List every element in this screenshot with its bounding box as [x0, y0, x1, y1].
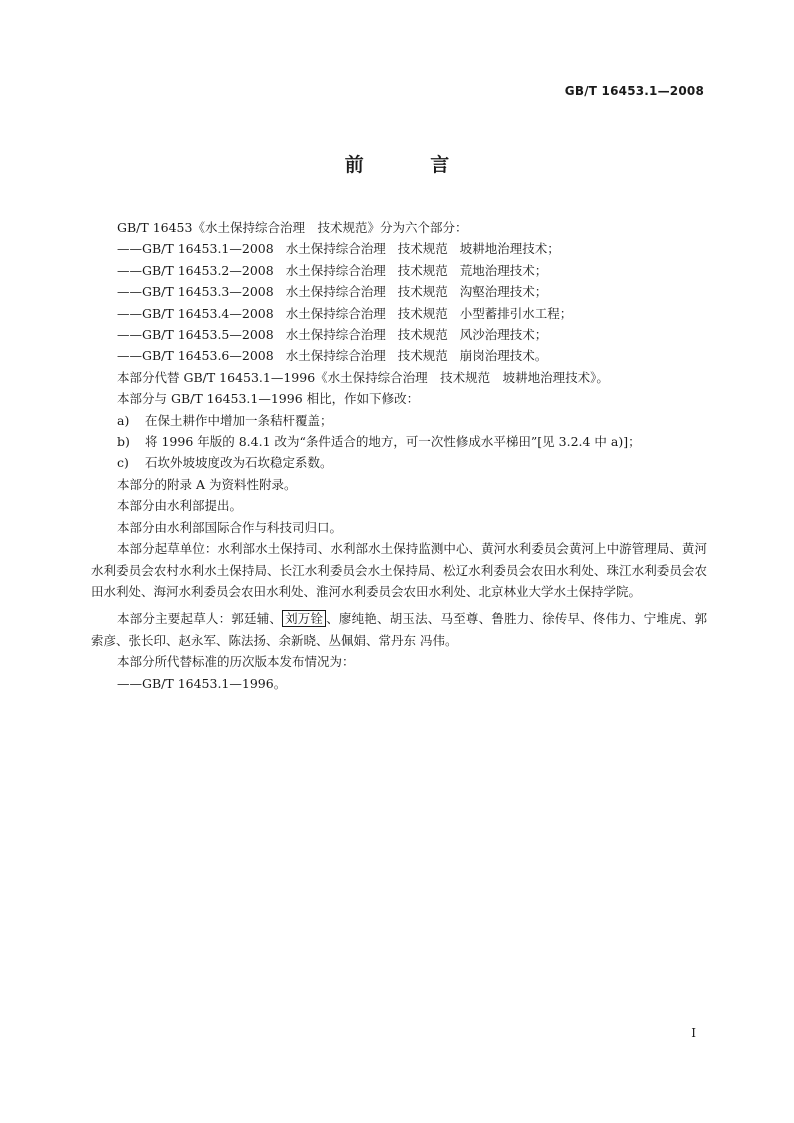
change-text: 石坎外坡坡度改为石坎稳定系数。 — [145, 455, 333, 471]
part-series: 水土保持综合治理 — [285, 305, 386, 321]
drafting-units-paragraph: 本部分起草单位：水利部水土保持司、水利部水土保持监测中心、黄河水利委员会黄河上中游管理局、黄河水利委员会农村水利水土保持局、长江水利委员会水土保持局、松辽水利委员会农田水利处、珠江水利委员会农田水利处、海河水利委员会农田水利处、淮河水利委员会农田水利处、北京林业大学水土保持学院。 — [91, 541, 707, 599]
replaces-line: 本部分代替 GB/T 16453.1—1996《水土保持综合治理 技术规范 坡耕地治理技术》。 — [117, 369, 609, 385]
part-line-2 — [117, 260, 707, 281]
annex-line: 本部分的附录 A 为资料性附录。 — [117, 476, 297, 492]
part-topic: 坡耕地治理技术； — [459, 241, 560, 257]
page-number: I — [691, 1026, 696, 1040]
part-code: ——GB/T 16453.5—2008 — [117, 327, 274, 343]
change-text: 将 1996 年版的 8.4.1 改为“条件适合的地方，可一次性修成水平梯田”[见 3.2.4 中 a)]； — [145, 434, 641, 450]
change-item-b — [117, 431, 707, 452]
part-std: 技术规范 — [397, 327, 448, 343]
changes-intro-line: 本部分与 GB/T 16453.1—1996 相比，作如下修改： — [117, 391, 420, 407]
part-series: 水土保持综合治理 — [285, 348, 386, 364]
part-topic: 荒地治理技术； — [459, 262, 548, 278]
change-text: 在保土耕作中增加一条秸杆覆盖； — [145, 412, 333, 428]
change-label: c) — [117, 455, 129, 471]
managed-line: 本部分由水利部国际合作与科技司归口。 — [117, 519, 343, 535]
part-code: ——GB/T 16453.6—2008 — [117, 348, 274, 364]
standard-code-header: GB/T 16453.1—2008 — [564, 84, 704, 98]
part-line-5 — [117, 324, 707, 345]
part-code: ——GB/T 16453.3—2008 — [117, 284, 274, 300]
part-line-6 — [117, 345, 707, 366]
boxed-drafter-name: 刘万铨 — [282, 610, 326, 627]
part-topic: 风沙治理技术； — [459, 327, 548, 343]
history-intro-line: 本部分所代替标准的历次版本发布情况为： — [117, 654, 355, 670]
history-line: ——GB/T 16453.1—1996。 — [117, 675, 287, 691]
change-item-c — [117, 452, 707, 473]
part-series: 水土保持综合治理 — [285, 241, 386, 257]
preface-body — [91, 217, 707, 694]
part-std: 技术规范 — [397, 348, 448, 364]
intro-line: GB/T 16453《水土保持综合治理 技术规范》分为六个部分： — [117, 220, 468, 235]
part-topic: 小型蓄排引水工程； — [459, 305, 573, 321]
part-code: ——GB/T 16453.2—2008 — [117, 262, 274, 278]
part-line-3 — [117, 281, 707, 302]
part-code: ——GB/T 16453.4—2008 — [117, 305, 274, 321]
part-line-4 — [117, 303, 707, 324]
part-std: 技术规范 — [397, 241, 448, 257]
drafters-paragraph — [91, 608, 707, 651]
drafters-suffix: 、廖纯艳、胡玉法、马至尊、鲁胜力、徐传早、佟伟力、宁堆虎、郭索彦、张长印、赵永军、陈法扬、余新晓、丛佩娟、常丹东 冯伟。 — [91, 611, 707, 648]
part-code: ——GB/T 16453.1—2008 — [117, 241, 274, 257]
part-topic: 沟壑治理技术； — [459, 284, 548, 300]
part-std: 技术规范 — [397, 305, 448, 321]
part-std: 技术规范 — [397, 262, 448, 278]
part-line-1 — [117, 238, 707, 259]
page-title: 前 言 — [344, 154, 480, 176]
part-std: 技术规范 — [397, 284, 448, 300]
part-topic: 崩岗治理技术。 — [459, 348, 548, 364]
drafters-prefix: 本部分主要起草人：郭廷辅、 — [117, 611, 283, 627]
part-series: 水土保持综合治理 — [285, 327, 386, 343]
proposed-line: 本部分由水利部提出。 — [117, 498, 243, 514]
change-label: a) — [117, 412, 130, 428]
change-label: b) — [117, 434, 130, 450]
part-series: 水土保持综合治理 — [285, 284, 386, 300]
part-series: 水土保持综合治理 — [285, 262, 386, 278]
change-item-a — [117, 410, 707, 431]
